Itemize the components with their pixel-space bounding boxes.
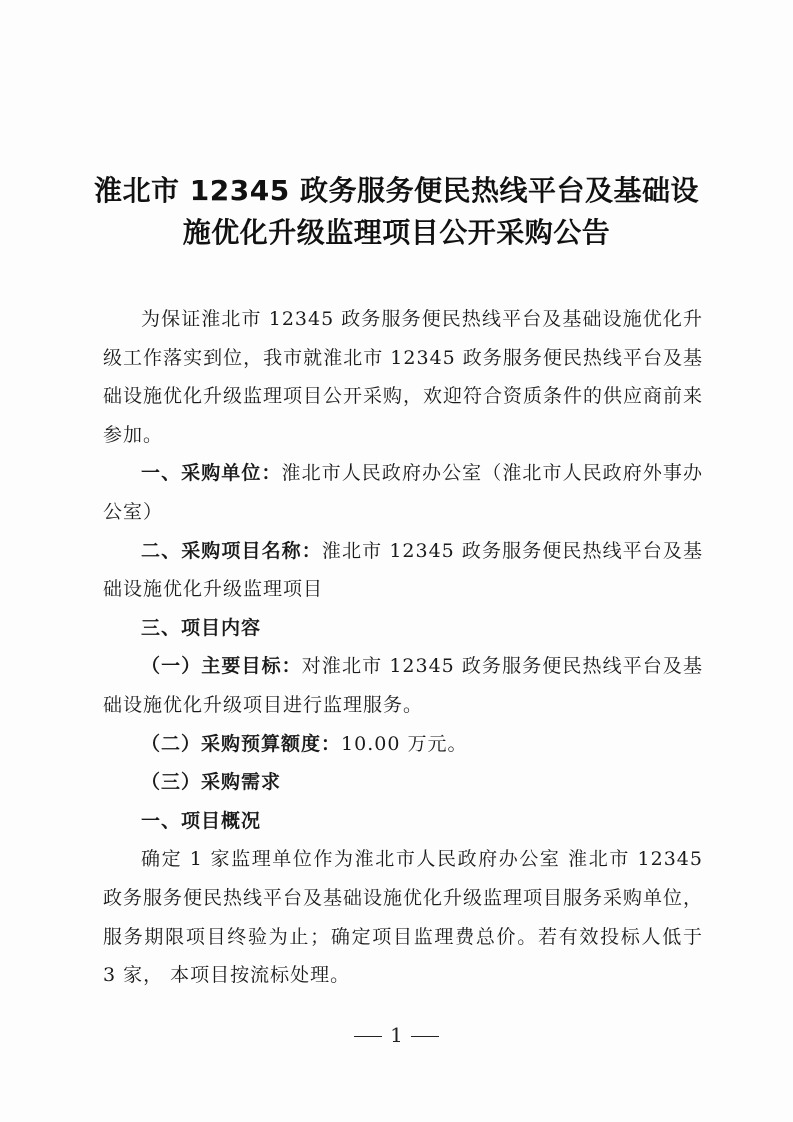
- footer-dash-right: [411, 1036, 439, 1038]
- item-budget-text: 10.00 万元。: [341, 732, 468, 755]
- footer-dash-left: [354, 1036, 382, 1038]
- section-purchasing-unit-text: 淮北市人民政府办公室（淮北市人民政府外事办公室）: [103, 462, 703, 523]
- item-main-goal-label: （一）主要目标：: [141, 655, 302, 678]
- item-budget: [103, 725, 703, 764]
- item-main-goal-text: 对淮北市 12345 政务服务便民热线平台及基础设施优化升级项目进行监理服务。: [103, 655, 703, 716]
- page-footer: [0, 1023, 793, 1047]
- project-overview-label: 一、项目概况: [141, 809, 262, 832]
- section-project-name: [103, 532, 703, 609]
- item-budget-label: （二）采购预算额度：: [141, 732, 342, 755]
- intro-paragraph: 为保证淮北市 12345 政务服务便民热线平台及基础设施优化升级工作落实到位，我市就淮北市 12345 政务服务便民热线平台及基础设施优化升级监理项目公开采购，欢迎符合资质条件的供应商前来参加。: [103, 308, 704, 446]
- title-line-1: 淮北市 12345 政务服务便民热线平台及基础设: [94, 174, 699, 207]
- project-overview-paragraph: 确定 1 家监理单位作为淮北市人民政府办公室 淮北市 12345 政务服务便民热线平台及基础设施优化升级监理项目服务采购单位，服务期限项目终验为止；确定项目监理费总价。若有效投标人低于 3 家， 本项目按流标处理。: [103, 848, 704, 987]
- project-overview-heading: [103, 802, 703, 841]
- item-requirements-label: （三）采购需求: [141, 771, 282, 794]
- section-purchasing-unit: [103, 454, 703, 531]
- item-requirements: [103, 763, 703, 802]
- section-project-content: [103, 609, 703, 648]
- item-main-goal: [103, 647, 703, 724]
- section-project-content-label: 三、项目内容: [141, 616, 262, 639]
- page-number: 1: [390, 1023, 403, 1047]
- title-line-2: 施优化升级监理项目公开采购公告: [182, 216, 611, 249]
- document-body: [103, 300, 703, 995]
- document-title: [60, 170, 733, 254]
- section-purchasing-unit-label: 一、采购单位：: [141, 462, 282, 485]
- section-project-name-text: 淮北市 12345 政务服务便民热线平台及基础设施优化升级监理项目: [103, 539, 703, 601]
- section-project-name-label: 二、采购项目名称：: [141, 539, 322, 562]
